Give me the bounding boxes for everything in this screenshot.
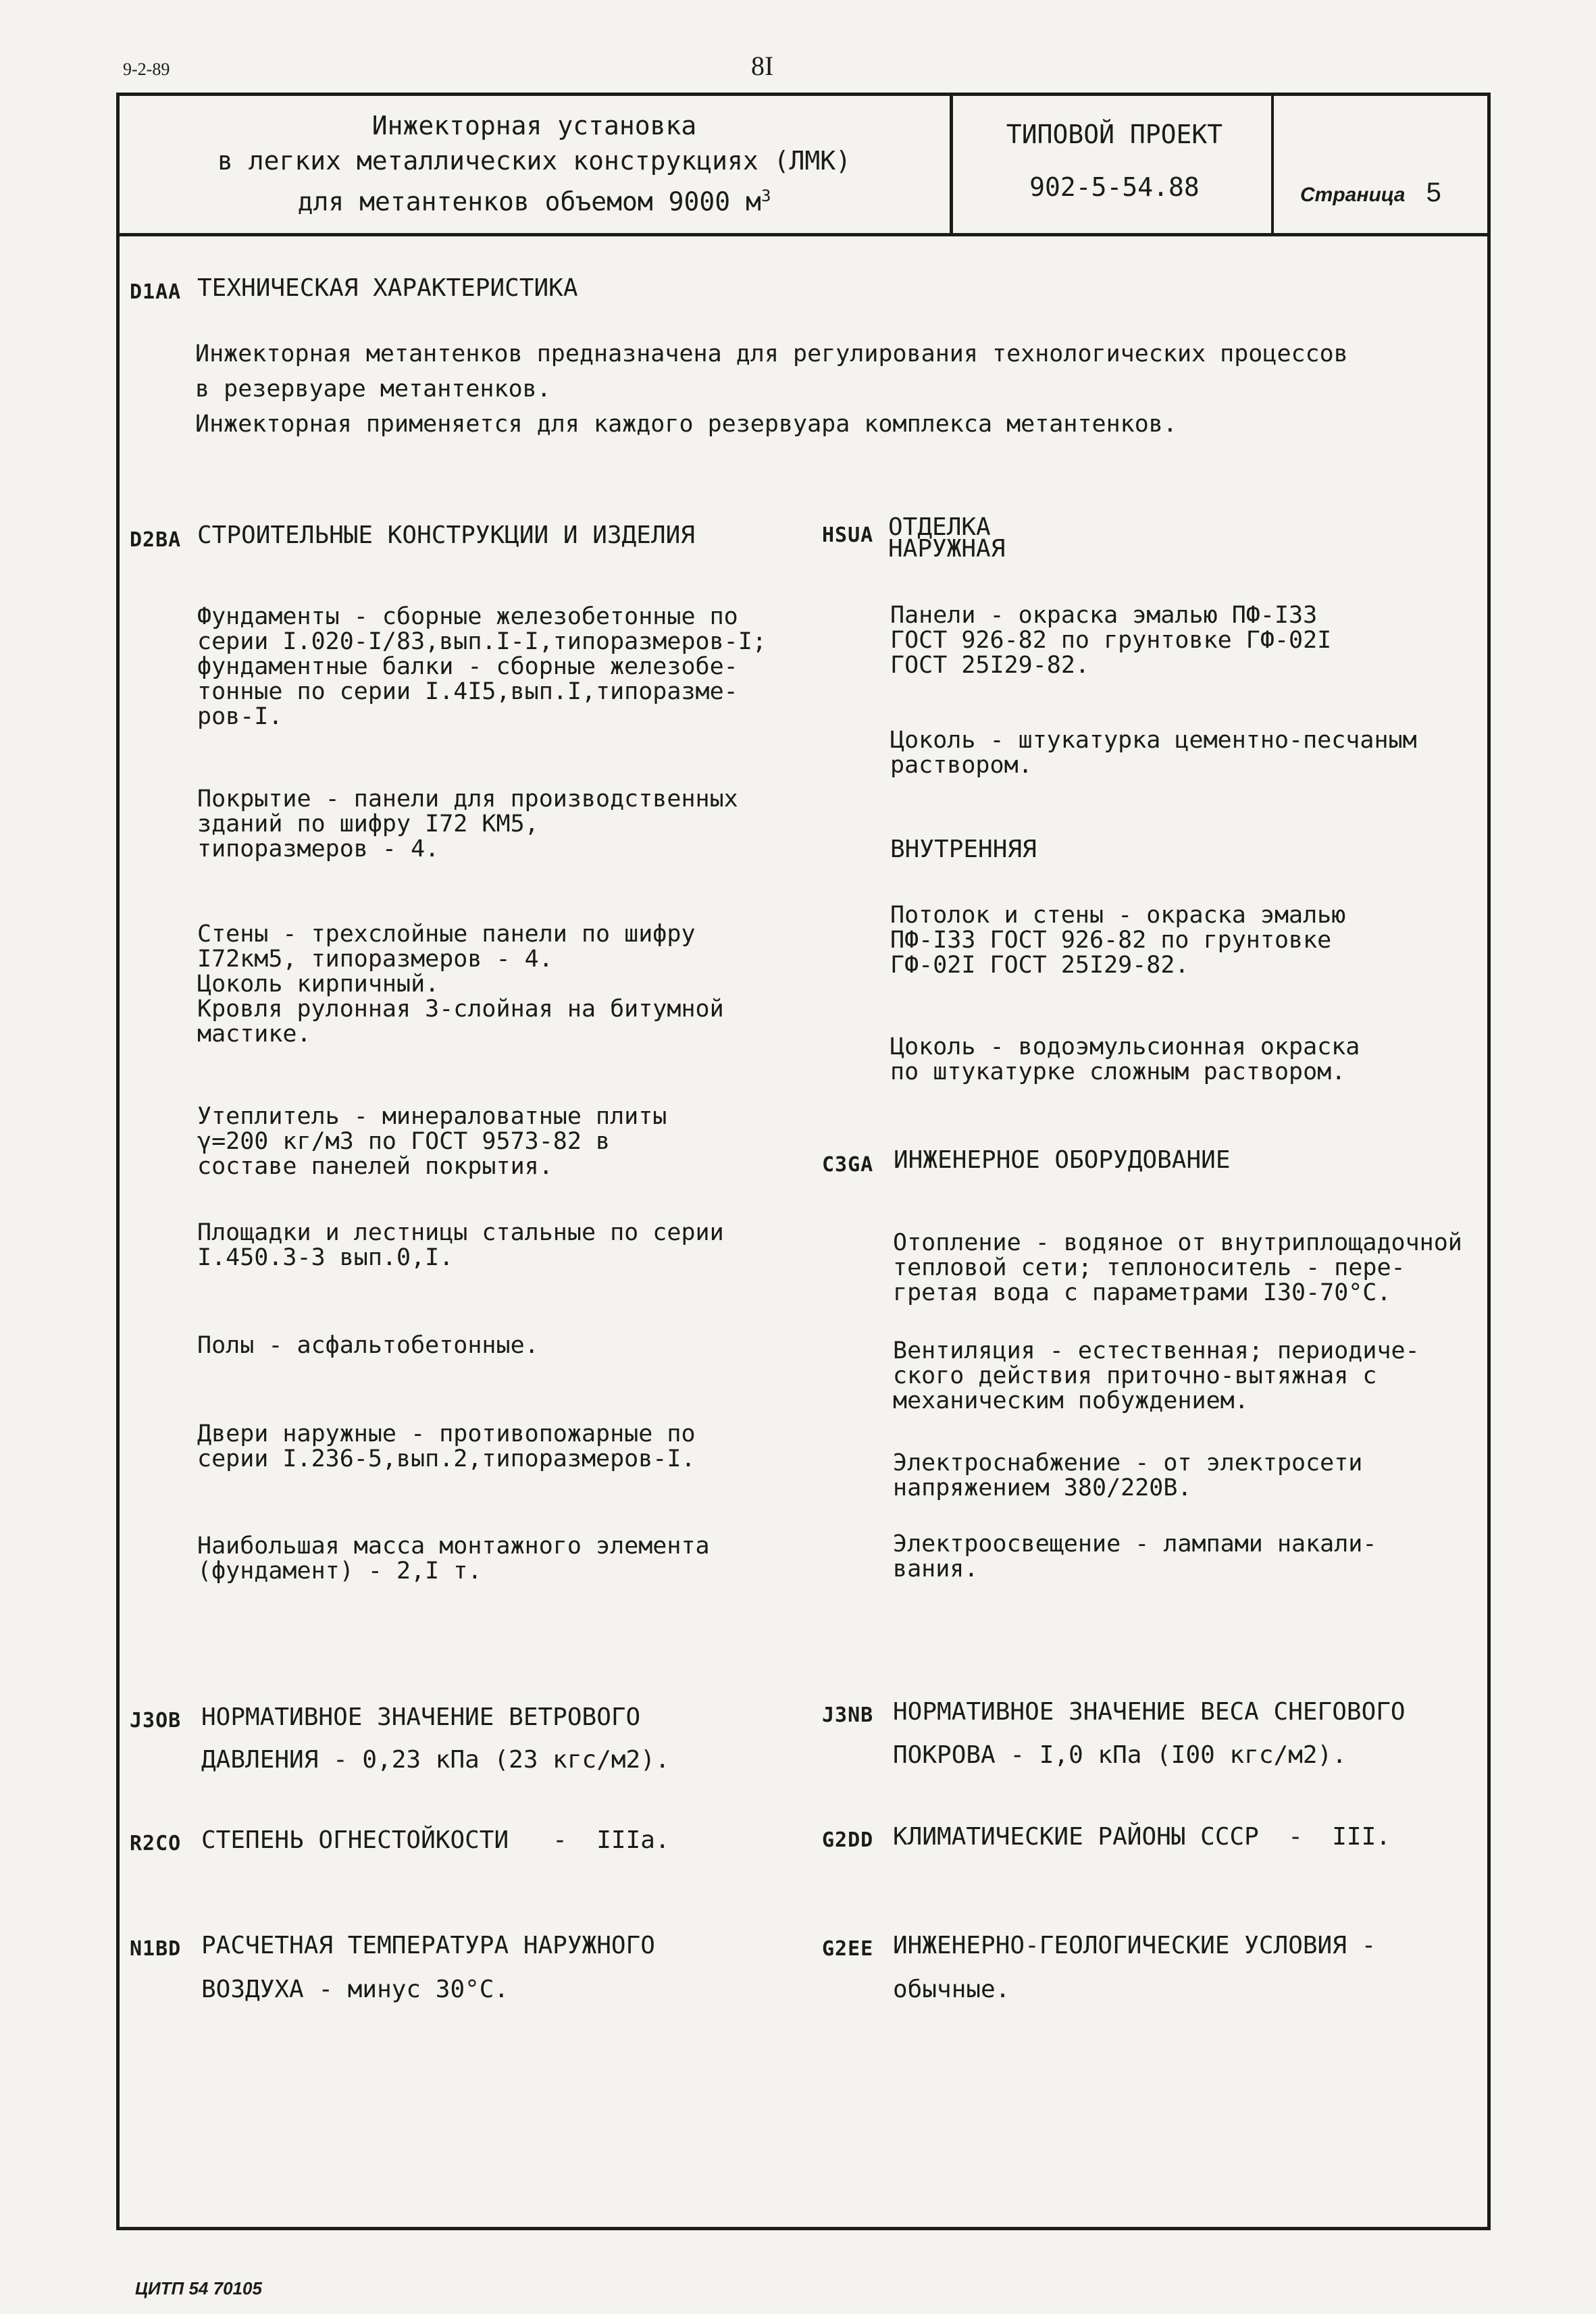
page-value: 5: [1426, 178, 1441, 207]
title-line-2: в легких металлических конструкциях (ЛМК): [217, 146, 851, 176]
finish-plinth: Цоколь - штукатурка цементно-песчаным раствором.: [890, 727, 1417, 779]
finish-code: HSUA: [822, 523, 874, 547]
header-separator-2: [1271, 93, 1274, 234]
construct-max-mass: Наибольшая масса монтажного элемента (фундамент) - 2,I т.: [197, 1533, 710, 1585]
finish-title-line: ОТДЕЛКА: [888, 513, 991, 541]
finish-panels: Панели - окраска эмалью ПФ-I33 ГОСТ 926-82 по грунтовке ГФ-02I ГОСТ 25I29-82.: [890, 602, 1332, 679]
construct-platforms: Площадки и лестницы стальные по серии I.450.3-3 вып.0,I.: [197, 1219, 724, 1271]
tech-line: Инжекторная метантенков предназначена для регулирования технологических процессов: [195, 340, 1348, 367]
geo-line-2: обычные.: [893, 1976, 1010, 2003]
construct-foundations: Фундаменты - сборные железобетонные по серии I.020-I/83,вып.I-I,типоразмеров-I; фундаментные балки - сборные железобе- тонные по серии I.4I5,вып.I,типоразме- ров-I.: [197, 603, 767, 730]
finish-inner-title: ВНУТРЕННЯЯ: [890, 835, 1037, 863]
geo-line-1: ИНЖЕНЕРНО-ГЕОЛОГИЧЕСКИЕ УСЛОВИЯ -: [893, 1932, 1376, 1959]
document-mark: 9-2-89: [123, 59, 170, 79]
equipment-power: Электроснабжение - от электросети напряжением 380/220В.: [893, 1449, 1363, 1501]
temp-line-1: РАСЧЕТНАЯ ТЕМПЕРАТУРА НАРУЖНОГО: [201, 1932, 655, 1959]
snow-line-2: ПОКРОВА - I,0 кПа (I00 кгс/м2).: [893, 1741, 1347, 1769]
tech-description: [195, 336, 1348, 442]
page-label: Страница: [1300, 184, 1406, 206]
finish-title: [888, 513, 1006, 563]
construct-code: D2BA: [130, 528, 182, 552]
project-label: ТИПОВОЙ ПРОЕКТ: [1006, 120, 1223, 149]
equipment-title: ИНЖЕНЕРНОЕ ОБОРУДОВАНИЕ: [894, 1146, 1231, 1174]
construct-doors: Двери наружные - противопожарные по серии I.236-5,вып.2,типоразмеров-I.: [197, 1420, 696, 1472]
finish-inner-plinth: Цоколь - водоэмульсионная окраска по штукатурке сложным раствором.: [890, 1033, 1360, 1085]
construct-title: СТРОИТЕЛЬНЫЕ КОНСТРУКЦИИ И ИЗДЕЛИЯ: [197, 521, 695, 549]
equipment-heating: Отопление - водяное от внутриплощадочной тепловой сети; теплоноситель - пере- гретая вода с параметрами I30-70°С.: [893, 1229, 1462, 1306]
tech-line: Инжекторная применяется для каждого резервуара комплекса метантенков.: [195, 411, 1177, 438]
footer-stamp: ЦИТП 54 70105: [135, 2278, 262, 2298]
finish-inner-ceiling: Потолок и стены - окраска эмалью ПФ-I33 ГОСТ 926-82 по грунтовке ГФ-02I ГОСТ 25I29-82.: [890, 902, 1346, 979]
fire-line: СТЕПЕНЬ ОГНЕСТОЙКОСТИ - IIIа.: [201, 1826, 670, 1854]
construct-insulation: Утеплитель - минераловатные плиты γ=200 кг/м3 по ГОСТ 9573-82 в составе панелей покрытия.: [197, 1103, 667, 1180]
title-line-3: для метантенков объемом 9000 $м^3$: [297, 186, 771, 217]
page-indicator: [1300, 178, 1441, 208]
document-title: [119, 108, 950, 220]
equipment-code: C3GA: [822, 1153, 874, 1177]
wind-line-2: ДАВЛЕНИЯ - 0,23 кПа (23 кгс/м2).: [201, 1746, 670, 1774]
geo-code: G2EE: [822, 1937, 874, 1961]
wind-line-1: НОРМАТИВНОЕ ЗНАЧЕНИЕ ВЕТРОВОГО: [201, 1703, 641, 1731]
tech-line: в резервуаре метантенков.: [195, 376, 551, 403]
title-line-1: Инжекторная установка: [371, 111, 697, 140]
climate-code: G2DD: [822, 1828, 874, 1852]
construct-roof: Покрытие - панели для производственных зданий по шифру I72 КМ5, типоразмеров - 4.: [197, 786, 738, 863]
snow-line-1: НОРМАТИВНОЕ ЗНАЧЕНИЕ ВЕСА СНЕГОВОГО: [893, 1698, 1406, 1726]
construct-walls: Стены - трехслойные панели по шифру I72км5, типоразмеров - 4. Цоколь кирпичный. Кровля рулонная 3-слойная на битумной мастике.: [197, 921, 724, 1048]
fire-code: R2CO: [130, 1832, 182, 1855]
snow-code: J3NB: [822, 1703, 874, 1727]
equipment-lighting: Электроосвещение - лампами накали- вания.: [893, 1531, 1377, 1583]
sheet-number: 8I: [751, 51, 774, 81]
equipment-ventilation: Вентиляция - естественная; периодиче- ского действия приточно-вытяжная с механическим побуждением.: [893, 1337, 1420, 1414]
tech-code: D1AA: [130, 280, 182, 304]
temp-line-2: ВОЗДУХА - минус 30°С.: [201, 1976, 509, 2003]
temp-code: N1BD: [130, 1937, 182, 1961]
climate-line: КЛИМАТИЧЕСКИЕ РАЙОНЫ СССР - III.: [893, 1823, 1391, 1851]
wind-code: J3OB: [130, 1709, 182, 1732]
construct-floors: Полы - асфальтобетонные.: [197, 1332, 539, 1359]
finish-title-line: НАРУЖНАЯ: [888, 535, 1006, 563]
tech-title: ТЕХНИЧЕСКАЯ ХАРАКТЕРИСТИКА: [197, 274, 578, 302]
header-divider: [116, 233, 1491, 236]
header-separator-1: [950, 93, 953, 234]
project-number: 902-5-54.88: [1029, 172, 1200, 202]
